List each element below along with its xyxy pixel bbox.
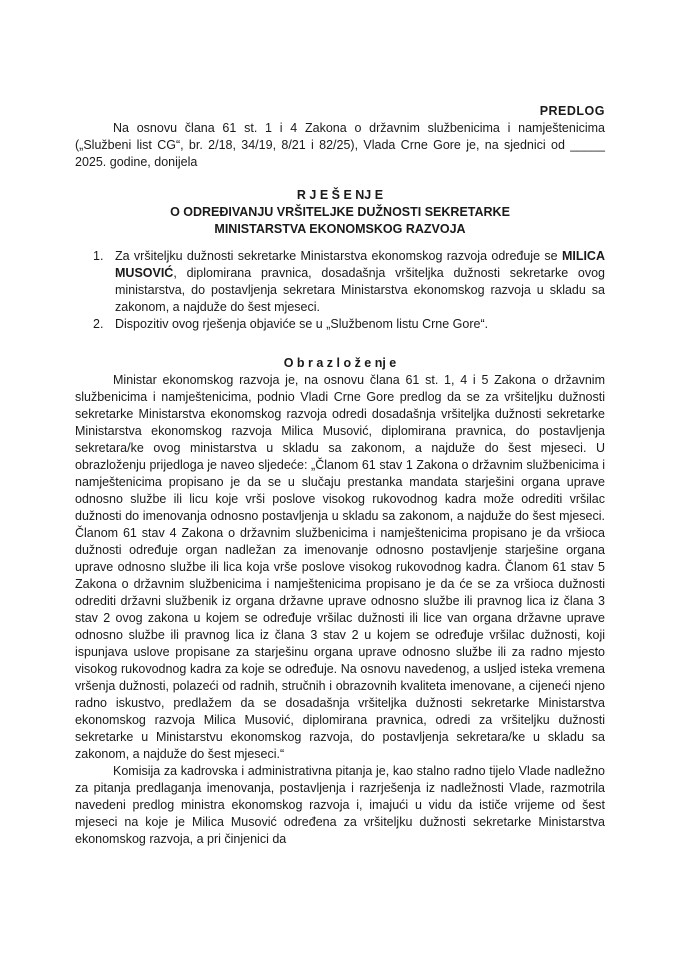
list-item bbox=[93, 316, 605, 333]
decision-title-line2: O ODREĐIVANJU VRŠITELJKE DUŽNOSTI SEKRETARKE bbox=[170, 205, 510, 219]
decision-title-line1: R J E Š E NJ E bbox=[296, 188, 384, 202]
decision-items bbox=[93, 248, 605, 333]
decision-title-line3: MINISTARSTVA EKONOMSKOG RAZVOJA bbox=[214, 222, 466, 236]
list-item-text bbox=[115, 248, 605, 316]
decision-title bbox=[75, 187, 605, 238]
predlog-label: PREDLOG bbox=[539, 104, 605, 118]
intro-paragraph: Na osnovu člana 61 st. 1 i 4 Zakona o državnim službenicima i namještenicima („Službeni list CG“, br. 2/18, 34/19, 8/21 i 82/25), Vlada Crne Gore je, na sjednici od _____ 2025. godine, donijela bbox=[75, 121, 605, 169]
item1-text-post: , diplomirana pravnica, dosadašnja vršiteljka dužnosti sekretarke ovog ministarstva, do postavljenja sekretara Ministarstva ekonomskog razvoja u skladu sa zakonom, a najduže do šest mjeseci. bbox=[115, 266, 605, 314]
list-item-number: 1. bbox=[93, 249, 104, 263]
list-item bbox=[93, 248, 605, 316]
item1-name-bold: MILICA MUSOVIĆ bbox=[115, 249, 605, 280]
obrazlozenje-paragraph-1: Ministar ekonomskog razvoja je, na osnovu člana 61 st. 1, 4 i 5 Zakona o državnim službenicima i namještenicima, podnio Vladi Crne Gore predlog da se za vršiteljku dužnosti sekretarke Ministarstva ekonomskog razvoja odredi dosadašnja vršiteljka dužnosti sekretarke Ministarstva ekonomskog razvoja Milica Musović, diplomirana pravnica, do postavljenja sekretara/ke ovog ministarstva u skladu sa zakonom, a najduže do šest mjeseci. U obrazloženju prijedloga je naveo sljedeće: „Članom 61 stav 1 Zakona o državnim službenicima i namještenicima propisano je da se u slučaju prestanka mandata starješini organa uprave odnosno službe ili licu koje vrši poslove visokog rukovodnog kadra može odrediti vršilac dužnosti do imenovanja odnosno postavljenja u skladu sa zakonom, a najduže do šest mjeseci. Članom 61 stav 4 Zakona o državnim službenicima i namještenicima propisano je da vršioca dužnosti određuje organ nadležan za imenovanje odnosno postavljenje starješine organa uprave odnosno službe ili lica koja vrše poslove visokog rukovodnog kadra. Članom 61 stav 5 Zakona o državnim službenicima i namještenicima propisano je da će se za vršioca dužnosti odrediti državni službenik iz organa državne uprave odnosno službe ili pravnog lica iz člana 3 stav 2 ovog zakona u kojem se određuje vršilac dužnosti ili lice van organa državne uprave odnosno službe ili pravnog lica iz člana 3 stav 2 u kojem se određuje vršilac dužnosti, koji ispunjava uslove propisane za starješinu organa uprave odnosno službe ili za radno mjesto visokog rukovodnog kadra za koje se određuje. Na osnovu navedenog, a usljed isteka vremena vršenja dužnosti, polazeći od radnih, stručnih i obrazovnih kvaliteta imenovane, a cijeneći njeno radno iskustvo, predlažem da se dosadašnja vršiteljka dužnosti sekretarke Ministarstva ekonomskog razvoja Milica Musović, diplomirana pravnica, odredi za vršiteljku dužnosti sekretarke u Ministarstvu ekonomskog razvoja, do postavljenja sekretara/ke u skladu sa zakonom, a najduže do šest mjeseci.“ bbox=[75, 373, 605, 761]
list-item-number: 2. bbox=[93, 317, 104, 331]
obrazlozenje-heading: O b r a z l o ž e nj e bbox=[283, 356, 397, 370]
item1-text-pre: Za vršiteljku dužnosti sekretarke Ministarstva ekonomskog razvoja određuje se bbox=[115, 249, 562, 263]
obrazlozenje-paragraph-2: Komisija za kadrovska i administrativna pitanja je, kao stalno radno tijelo Vlade nadležno za pitanja predlaganja imenovanja, postavljenja i razrješenja iz nadležnosti Vlade, razmotrila navedeni predlog ministra ekonomskog razvoja i, imajući u vidu da ističe vrijeme od šest mjeseci na koje je Milica Musović određena za vršiteljku dužnosti sekretarke Ministarstva ekonomskog razvoja, a pri činjenici da bbox=[75, 764, 605, 846]
list-item-text: Dispozitiv ovog rješenja objaviće se u „Službenom listu Crne Gore“. bbox=[115, 317, 489, 331]
